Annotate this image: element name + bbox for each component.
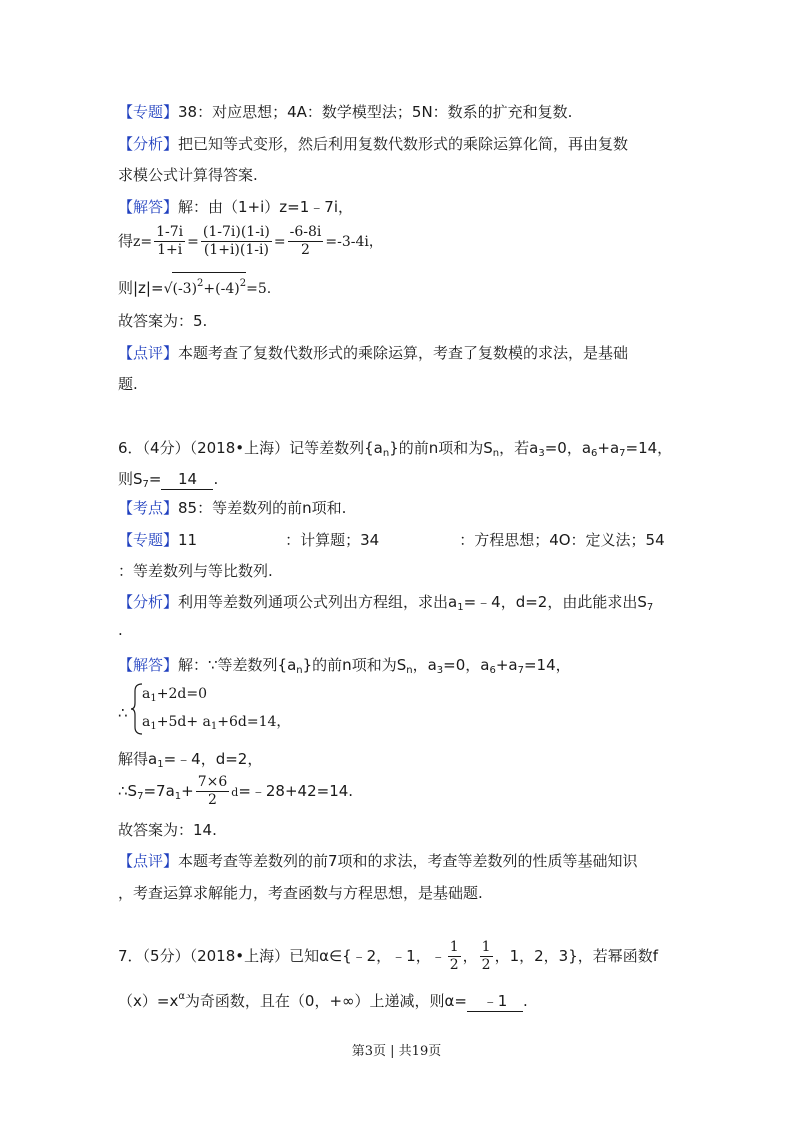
q5-comment-line-1 bbox=[118, 343, 628, 363]
q6-system-eq-1 bbox=[142, 684, 207, 709]
frac-den: 2 bbox=[208, 792, 217, 808]
q6-solution-text: =14， bbox=[523, 656, 571, 674]
q6-solution-text: ，a bbox=[412, 656, 437, 674]
q5-solution-tag: 【解答】 bbox=[118, 198, 179, 216]
q6-therefore: ∴ bbox=[118, 704, 128, 722]
q5-analysis-text-2: 求模公式计算得答案. bbox=[118, 166, 258, 184]
eq-text: +5d+ a bbox=[156, 714, 211, 730]
sub: 7 bbox=[517, 665, 524, 676]
sub: 1 bbox=[150, 721, 157, 732]
q5-analysis-tag: 【分析】 bbox=[118, 135, 179, 153]
q6-s7-fraction bbox=[196, 774, 230, 809]
q6-text: 则S bbox=[118, 470, 143, 488]
q5-analysis-line-1 bbox=[118, 134, 628, 154]
q6-text: }的前n项和为S bbox=[389, 439, 493, 457]
q6-answer-blank: 14 bbox=[161, 469, 213, 490]
q6-s7-d: d bbox=[231, 786, 239, 799]
sub: 7 bbox=[137, 791, 144, 802]
sqrt-symbol: √ bbox=[163, 281, 173, 297]
sub: n bbox=[296, 665, 303, 676]
eq-text: +6d=14 bbox=[217, 714, 277, 730]
q6-comment-text: 本题考查等差数列的前7项和的求法，考查等差数列的性质等基础知识 bbox=[178, 852, 638, 870]
eq-text: ， bbox=[276, 714, 291, 730]
sup: 2 bbox=[239, 278, 247, 289]
sub: 6 bbox=[489, 665, 496, 676]
q5-analysis-text: 把已知等式变形，然后利用复数代数形式的乘除运算化简，再由复数 bbox=[178, 135, 629, 153]
q5-solution-line-1 bbox=[118, 197, 353, 217]
q6-text: =14， bbox=[625, 439, 673, 457]
q6-topic-tag: 【专题】 bbox=[118, 531, 179, 549]
sub: 1 bbox=[157, 759, 164, 770]
frac-num: 1-7i bbox=[156, 224, 184, 240]
frac-num: 7×6 bbox=[197, 774, 228, 790]
q6-answer: 故答案为：14. bbox=[118, 821, 217, 839]
frac-num: 1 bbox=[449, 939, 459, 955]
sqrt-content bbox=[172, 272, 246, 299]
q7-text: . bbox=[523, 992, 528, 1010]
frac-den: 2 bbox=[449, 957, 459, 973]
q5-equation-line: 得z= $\frac{1-7i}{1+i}$ = $\frac{(1-7i)(1-i)}{(1+i)(1-i)}$ = $\frac{-6-8i}{2}$ =-3-4i， bbox=[118, 224, 383, 258]
q6-text: =0，a bbox=[544, 439, 592, 457]
q5-comment-tag: 【点评】 bbox=[118, 344, 179, 362]
q6-solution-text: +a bbox=[495, 656, 518, 674]
q6-solution-line-1 bbox=[118, 655, 571, 681]
q6-topic-b: ：计算题；34 bbox=[285, 531, 380, 549]
q7-heading-line-2 bbox=[118, 987, 528, 1012]
q6-solution-tag: 【解答】 bbox=[118, 656, 179, 674]
q5-analysis-line-2 bbox=[118, 165, 258, 185]
q6-solution-text: }的前n项和为S bbox=[302, 656, 407, 674]
q7-text: （x）=x bbox=[118, 992, 179, 1010]
q7-fraction-neg-half bbox=[448, 939, 461, 974]
q6-kaodian-text: 85：等差数列的前n项和. bbox=[178, 499, 347, 517]
q6-comment-line-2: ，考查运算求解能力，考查函数与方程思想，是基础题. bbox=[118, 884, 483, 902]
q7-text: 为奇函数，且在（0，+∞）上递减，则α= bbox=[184, 992, 467, 1010]
topic-text: 38：对应思想；4A：数学模型法；5N：数系的扩充和复数. bbox=[178, 103, 573, 121]
q6-s7-line bbox=[118, 772, 353, 816]
q6-topic-a: 11 bbox=[178, 531, 198, 549]
q5-abs-pre: 则|z|= bbox=[118, 279, 164, 297]
q6-kaodian-tag: 【考点】 bbox=[118, 499, 179, 517]
sup: 2 bbox=[197, 278, 204, 289]
frac-num: (1-7i)(1-i) bbox=[202, 224, 270, 240]
frac-den: 2 bbox=[301, 242, 310, 258]
frac-den: (1+i)(1-i) bbox=[203, 242, 269, 258]
q6-comment-line-1 bbox=[118, 851, 638, 871]
q5-comment-line-2: 题. bbox=[118, 375, 138, 393]
q7-text: ，1，2，3}，若幂函数f bbox=[494, 947, 659, 965]
q7-heading-line-1 bbox=[118, 937, 658, 975]
q5-comment-text: 本题考查了复数代数形式的乘除运算，考查了复数模的求法，是基础 bbox=[178, 344, 629, 362]
q5-fraction-3 bbox=[288, 224, 324, 259]
frac-den: 1+i bbox=[157, 242, 183, 258]
q7-text: 7．（5分）（2018•上海）已知α∈{﹣2，﹣1，﹣ bbox=[118, 947, 446, 965]
sub: 1 bbox=[174, 791, 182, 802]
q6-analysis-line-2: . bbox=[118, 621, 123, 639]
q6-s7-text: =7a bbox=[143, 782, 175, 800]
eq-text: a bbox=[142, 714, 151, 730]
q6-system-eq-2 bbox=[142, 712, 290, 737]
q6-text: 6．（4分）（2018•上海）记等差数列{a bbox=[118, 439, 383, 457]
frac-num: -6-8i bbox=[289, 224, 322, 240]
q7-fraction-half bbox=[480, 939, 493, 974]
q6-topic-c: ：方程思想；4O：定义法；54 bbox=[459, 531, 665, 549]
sub: 7 bbox=[646, 602, 654, 613]
eq-text: a bbox=[142, 686, 151, 702]
q6-kaodian-line bbox=[118, 498, 346, 518]
q5-fraction-2 bbox=[201, 224, 272, 259]
q6-heading-line-1 bbox=[118, 438, 672, 464]
frac-den: 2 bbox=[481, 957, 491, 973]
sqrt-part-b: +(-4) bbox=[203, 281, 240, 297]
sub: n bbox=[492, 448, 500, 459]
sub: 7 bbox=[619, 448, 626, 459]
sup: α bbox=[178, 991, 185, 1002]
q5-abs-line bbox=[118, 272, 271, 299]
q7-text: ， bbox=[462, 947, 478, 965]
q5-answer: 故答案为：5. bbox=[118, 312, 208, 330]
sub: 3 bbox=[538, 448, 545, 459]
sub: n bbox=[406, 665, 413, 676]
sub: 7 bbox=[142, 479, 149, 490]
q6-heading-line-2: 则$S_7= 14$ . bbox=[118, 470, 219, 490]
q6-topic-line-1 bbox=[118, 530, 665, 550]
q6-s7-text: =﹣28+42=14. bbox=[238, 782, 354, 800]
q5-z: z= bbox=[133, 234, 153, 250]
sub: 3 bbox=[436, 665, 444, 676]
topic-tag: 【专题】 bbox=[118, 103, 179, 121]
q6-analysis-text: =﹣4，d=2，由此能求出S bbox=[463, 593, 647, 611]
q6-text: ，若a bbox=[499, 439, 539, 457]
sub: n bbox=[382, 448, 390, 459]
q6-solved-text: 解得a bbox=[118, 750, 158, 768]
q6-solution-text: 解：∵等差数列{a bbox=[178, 656, 297, 674]
q6-s7-text: + bbox=[181, 782, 194, 800]
q6-analysis-line-1 bbox=[118, 592, 653, 618]
q6-solution-text: =0，a bbox=[443, 656, 490, 674]
sub: 6 bbox=[591, 448, 598, 459]
q5-de: 得 bbox=[118, 232, 134, 250]
frac-num: 1 bbox=[481, 939, 491, 955]
sqrt-part-a: (-3) bbox=[172, 281, 198, 297]
page-footer: 第3页 | 共19页 bbox=[351, 1044, 442, 1059]
q5-solution-text: 解：由（1+i）z=1﹣7i， bbox=[178, 198, 353, 216]
q6-analysis-text: 利用等差数列通项公式列出方程组，求出a bbox=[178, 593, 458, 611]
q5-eq-tail: =-3-4i， bbox=[325, 234, 383, 250]
sub: 1 bbox=[210, 721, 218, 732]
topic-line bbox=[118, 102, 572, 122]
q6-text: +a bbox=[597, 439, 620, 457]
q5-fraction-1 bbox=[154, 224, 185, 259]
sub: 1 bbox=[150, 693, 157, 704]
q6-comment-tag: 【点评】 bbox=[118, 852, 179, 870]
q6-s7-text: ∴S bbox=[118, 782, 138, 800]
q6-solved-text: =﹣4，d=2， bbox=[163, 750, 263, 768]
q7-answer-blank: ﹣1 bbox=[467, 991, 523, 1012]
q6-topic-line-2: ：等差数列与等比数列. bbox=[118, 562, 273, 580]
q5-sqrt-tail: =5. bbox=[246, 281, 272, 297]
sub: 1 bbox=[457, 602, 464, 613]
q6-analysis-tag: 【分析】 bbox=[118, 593, 179, 611]
eq-text: +2d=0 bbox=[156, 686, 207, 702]
